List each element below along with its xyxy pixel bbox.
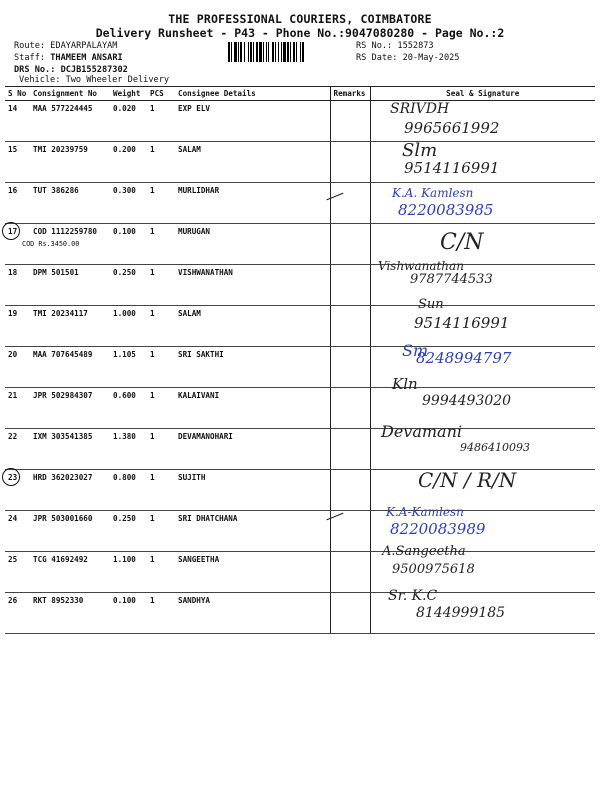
table-row — [5, 224, 595, 265]
weight-cell — [110, 388, 147, 429]
weight-cell — [110, 552, 147, 593]
consignment-cell-text: MAA 577224445 — [33, 104, 93, 113]
consignment-cell-text: JPR 503001660 — [33, 514, 93, 523]
signature-row-20: Sm — [402, 341, 429, 360]
phone-row-19: 9514116991 — [414, 314, 510, 332]
circled-mark — [2, 468, 20, 486]
pcs-cell-text: 1 — [150, 227, 155, 236]
phone-row-24: 8220083989 — [390, 520, 486, 538]
sno-cell-text: 15 — [8, 145, 18, 154]
pcs-cell-text: 1 — [150, 514, 155, 523]
table-row — [5, 511, 595, 552]
consignment-cell — [30, 429, 110, 470]
phone-row-20: 8248994797 — [416, 349, 512, 367]
remarks-cell — [330, 224, 370, 265]
weight-cell-text: 0.100 — [113, 596, 136, 605]
signature-row-16: K.A. Kamlesn — [392, 186, 474, 200]
weight-cell — [110, 306, 147, 347]
remarks-cell — [330, 183, 370, 224]
rs-date: RS Date: 20-May-2025 — [356, 53, 460, 63]
sno-cell-text: 19 — [8, 309, 18, 318]
sno-cell-text: 17 — [8, 227, 18, 236]
weight-cell — [110, 183, 147, 224]
sno-cell — [5, 142, 30, 183]
consignment-cell — [30, 306, 110, 347]
pcs-cell — [147, 265, 175, 306]
consignee-cell-text: MURLIDHAR — [178, 186, 220, 195]
remarks-cell — [330, 347, 370, 388]
weight-cell — [110, 470, 147, 511]
pcs-cell-text: 1 — [150, 555, 155, 564]
signature-row-15: Slm — [402, 140, 438, 161]
col-header-sno: S No — [5, 87, 30, 101]
phone-row-25: 9500975618 — [392, 562, 475, 577]
cn-mark-row-17: C/N — [440, 230, 484, 255]
table-row — [5, 593, 595, 634]
consignee-cell-text: SUJITH — [178, 473, 206, 482]
pcs-cell-text: 1 — [150, 268, 155, 277]
consignment-cell — [30, 552, 110, 593]
consignment-cell — [30, 511, 110, 552]
consignment-cell-text: TMI 20239759 — [33, 145, 88, 154]
consignment-cell — [30, 101, 110, 142]
col-header-consignee: Consignee Details — [175, 87, 330, 101]
pcs-cell — [147, 511, 175, 552]
table-header-row — [5, 87, 595, 101]
col-header-remarks: Remarks — [330, 87, 370, 101]
consignee-cell-text: SANDHYA — [178, 596, 211, 605]
consignee-cell — [175, 183, 330, 224]
table-row — [5, 183, 595, 224]
consignee-cell — [175, 224, 330, 265]
sno-cell — [5, 388, 30, 429]
circled-mark — [2, 222, 20, 240]
drs-number: DRS No.: DCJB155287302 — [14, 65, 128, 75]
pcs-cell-text: 1 — [150, 186, 155, 195]
pcs-cell-text: 1 — [150, 309, 155, 318]
sno-cell-text: 16 — [8, 186, 18, 195]
weight-cell — [110, 265, 147, 306]
signature-row-22: Devamani — [381, 422, 463, 441]
consignment-cell — [30, 183, 110, 224]
consignment-cell — [30, 265, 110, 306]
sno-cell-text: 18 — [8, 268, 18, 277]
table-row — [5, 101, 595, 142]
signature-row-18: Vishwanathan — [378, 259, 464, 273]
consignee-cell-text: KALAIVANI — [178, 391, 220, 400]
col-header-pcs: PCS — [147, 87, 175, 101]
consignee-cell — [175, 388, 330, 429]
cod-amount-note: COD Rs.3450.00 — [22, 240, 80, 248]
phone-row-16: 8220083985 — [398, 201, 494, 219]
weight-cell — [110, 142, 147, 183]
route-text: Route: EDAYARPALAYAM — [14, 41, 118, 51]
weight-cell — [110, 429, 147, 470]
sno-cell-text: 25 — [8, 555, 18, 564]
pcs-cell — [147, 470, 175, 511]
remarks-cell — [330, 306, 370, 347]
sno-cell-text: 24 — [8, 514, 18, 523]
consignee-cell — [175, 142, 330, 183]
table-row — [5, 265, 595, 306]
consignee-cell-text: DEVAMANOHARI — [178, 432, 233, 441]
consignee-cell — [175, 265, 330, 306]
consignment-cell-text: JPR 502984307 — [33, 391, 93, 400]
pcs-cell — [147, 388, 175, 429]
signature-row-19: Sun — [418, 297, 444, 312]
consignee-cell-text: SRI SAKTHI — [178, 350, 224, 359]
pcs-cell-text: 1 — [150, 350, 155, 359]
weight-cell-text: 0.250 — [113, 268, 136, 277]
pcs-cell-text: 1 — [150, 145, 155, 154]
pcs-cell — [147, 593, 175, 634]
cn-mark-row-23: C/N / R/N — [418, 468, 517, 492]
remarks-cell — [330, 593, 370, 634]
rs-number: RS No.: 1552873 — [356, 41, 434, 51]
signature-row-26: Sr. K.C — [388, 588, 438, 604]
pcs-cell — [147, 429, 175, 470]
weight-cell-text: 0.800 — [113, 473, 136, 482]
pcs-cell-text: 1 — [150, 473, 155, 482]
signature-row-25: A.Sangeetha — [382, 544, 466, 559]
remarks-cell — [330, 470, 370, 511]
signature-row-14: SRIVDH — [390, 101, 450, 117]
phone-row-26: 8144999185 — [416, 605, 506, 621]
sno-cell — [5, 593, 30, 634]
remarks-cell — [330, 388, 370, 429]
barcode — [228, 42, 346, 62]
phone-row-15: 9514116991 — [404, 159, 500, 177]
consignee-cell — [175, 101, 330, 142]
sno-cell — [5, 347, 30, 388]
consignee-cell — [175, 306, 330, 347]
pcs-cell — [147, 142, 175, 183]
table-row — [5, 142, 595, 183]
consignee-cell-text: SALAM — [178, 145, 201, 154]
sno-cell-text: 23 — [8, 473, 18, 482]
consignment-cell — [22, 224, 110, 265]
consignment-cell — [30, 388, 110, 429]
table-row — [5, 552, 595, 593]
remarks-cell — [330, 265, 370, 306]
staff-line — [14, 53, 123, 63]
consignment-cell — [30, 347, 110, 388]
consignment-cell-text: MAA 707645489 — [33, 350, 93, 359]
remarks-cell — [330, 142, 370, 183]
weight-cell-text: 0.300 — [113, 186, 136, 195]
sno-cell-text: 22 — [8, 432, 18, 441]
pcs-cell — [147, 347, 175, 388]
phone-row-18: 9787744533 — [410, 272, 493, 287]
pcs-cell — [147, 101, 175, 142]
consignee-cell — [175, 552, 330, 593]
consignment-cell — [30, 142, 110, 183]
consignee-cell — [175, 511, 330, 552]
remarks-cell — [330, 552, 370, 593]
weight-cell — [110, 347, 147, 388]
consignment-cell-text: TMI 20234117 — [33, 309, 88, 318]
weight-cell-text: 0.600 — [113, 391, 136, 400]
weight-cell-text: 1.000 — [113, 309, 136, 318]
consignment-cell-text: HRD 362023027 — [33, 473, 93, 482]
weight-cell-text: 1.105 — [113, 350, 136, 359]
weight-cell-text: 0.100 — [113, 227, 136, 236]
weight-cell-text: 0.200 — [113, 145, 136, 154]
sno-cell-text: 20 — [8, 350, 18, 359]
consignment-cell-text: TCG 41692492 — [33, 555, 88, 564]
runsheet-title: THE PROFESSIONAL COURIERS, COIMBATORE — [168, 12, 432, 26]
remarks-cell — [330, 429, 370, 470]
consignment-cell-text: DPM 501501 — [33, 268, 79, 277]
consignee-cell — [175, 593, 330, 634]
runsheet-subtitle: Delivery Runsheet - P43 - Phone No.:9047080280 - Page No.:2 — [95, 26, 505, 40]
sno-cell — [5, 511, 30, 552]
barcode-bar — [304, 42, 305, 62]
consignee-cell-text: SRI DHATCHANA — [178, 514, 238, 523]
sno-cell — [5, 101, 30, 142]
col-header-consignment: Consignment No — [30, 87, 110, 101]
consignment-cell-text: TUT 386286 — [33, 186, 79, 195]
pcs-cell-text: 1 — [150, 391, 155, 400]
sno-cell — [5, 429, 30, 470]
consignee-cell-text: MURUGAN — [178, 227, 211, 236]
weight-cell — [110, 224, 147, 265]
weight-cell-text: 0.020 — [113, 104, 136, 113]
consignment-cell-text: COD 1112259780 — [33, 227, 98, 236]
sno-cell — [5, 265, 30, 306]
remarks-cell — [330, 101, 370, 142]
col-header-weight: Weight — [110, 87, 147, 101]
sno-cell-text: 21 — [8, 391, 18, 400]
weight-cell — [110, 593, 147, 634]
phone-row-14: 9965661992 — [404, 119, 500, 137]
consignee-cell — [175, 429, 330, 470]
pcs-cell-text: 1 — [150, 596, 155, 605]
pcs-cell — [147, 183, 175, 224]
phone-row-22: 9486410093 — [460, 441, 530, 454]
weight-cell — [110, 511, 147, 552]
col-header-signature: Seal & Signature — [370, 87, 595, 101]
sno-cell — [5, 552, 30, 593]
staff-name: THAMEEM ANSARI — [50, 53, 123, 63]
signature-row-24: K.A-Kamlesn — [386, 505, 464, 519]
weight-cell-text: 1.100 — [113, 555, 136, 564]
sno-cell — [5, 183, 30, 224]
pcs-cell-text: 1 — [150, 432, 155, 441]
consignee-cell — [175, 470, 330, 511]
consignment-cell — [30, 470, 110, 511]
consignee-cell-text: SALAM — [178, 309, 201, 318]
sno-cell — [5, 470, 30, 511]
pcs-cell — [147, 306, 175, 347]
weight-cell — [110, 101, 147, 142]
weight-cell-text: 0.250 — [113, 514, 136, 523]
pcs-cell — [147, 552, 175, 593]
phone-row-21: 9994493020 — [422, 393, 512, 409]
sno-cell — [5, 306, 30, 347]
sno-cell-text: 26 — [8, 596, 18, 605]
consignee-cell-text: VISHWANATHAN — [178, 268, 233, 277]
pcs-cell — [147, 224, 175, 265]
consignment-cell-text: IXM 303541385 — [33, 432, 93, 441]
pcs-cell-text: 1 — [150, 104, 155, 113]
sno-cell-text: 14 — [8, 104, 18, 113]
staff-label: Staff: — [14, 53, 46, 63]
consignment-cell — [30, 593, 110, 634]
consignee-cell-text: SANGEETHA — [178, 555, 220, 564]
vehicle-text: Vehicle: Two Wheeler Delivery — [19, 75, 170, 85]
signature-row-21: Kln — [392, 375, 418, 393]
consignee-cell-text: EXP ELV — [178, 104, 211, 113]
weight-cell-text: 1.380 — [113, 432, 136, 441]
consignee-cell — [175, 347, 330, 388]
consignment-cell-text: RKT 8952330 — [33, 596, 84, 605]
